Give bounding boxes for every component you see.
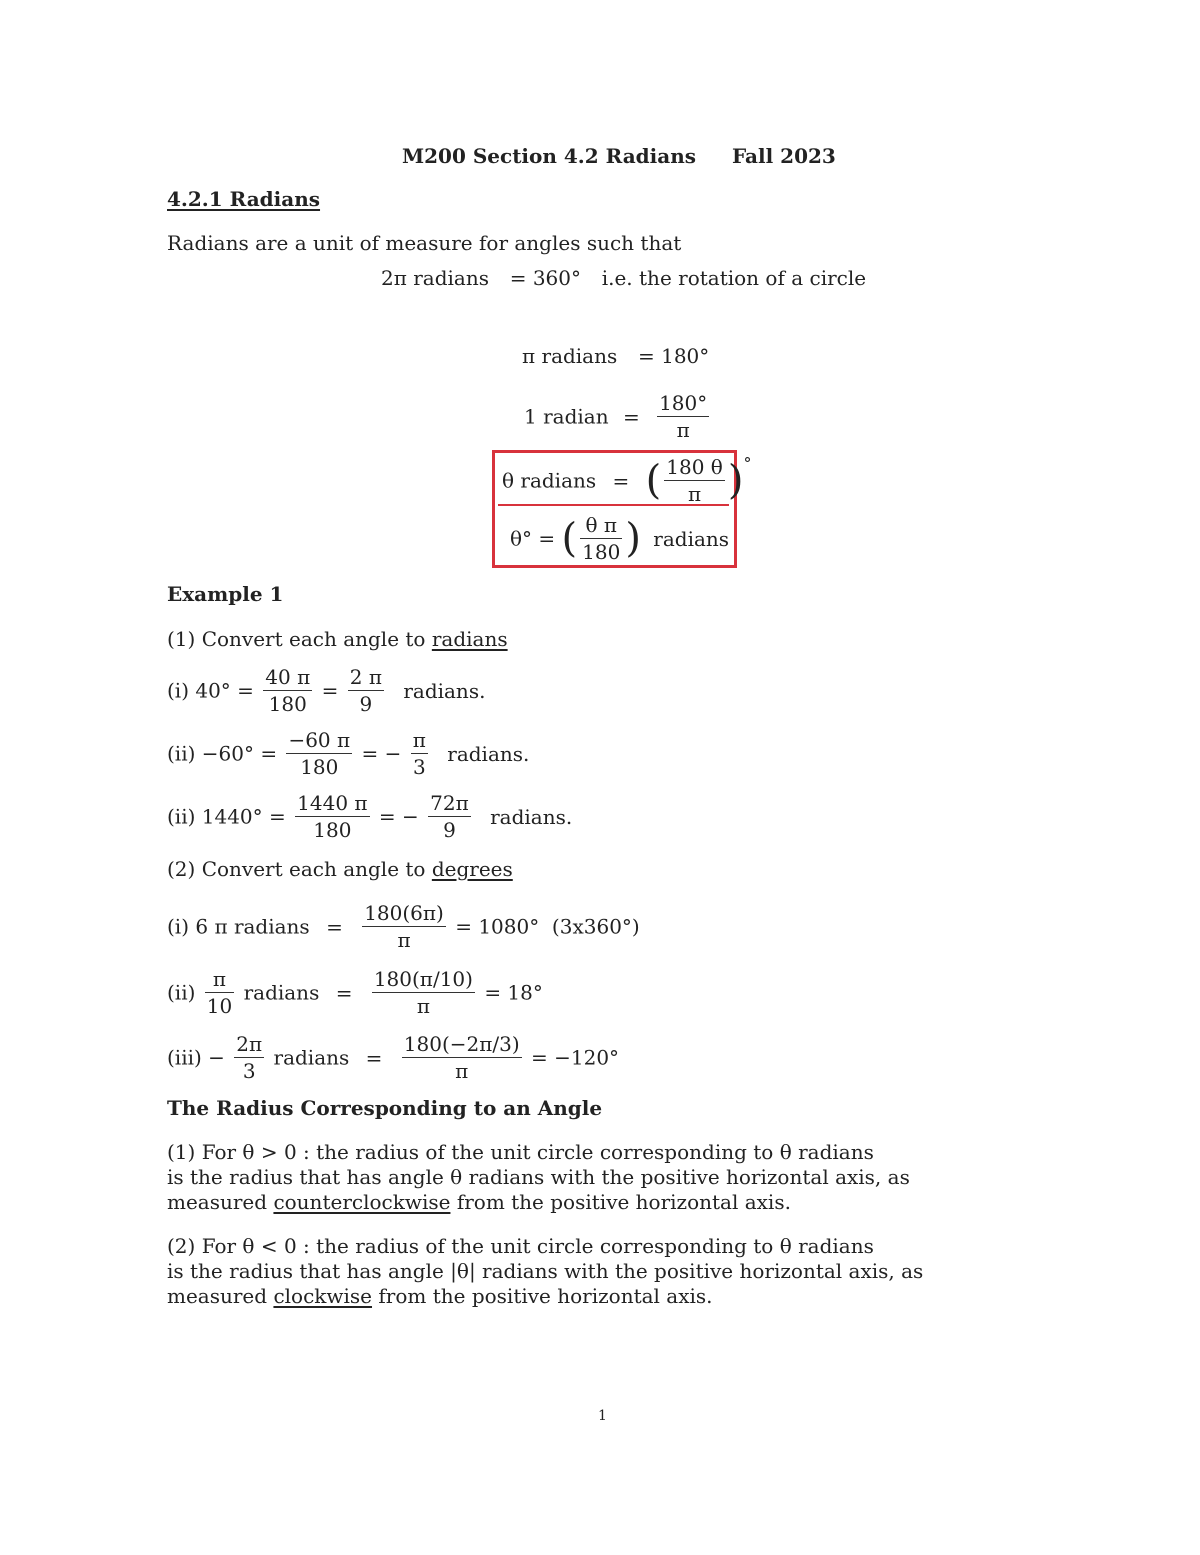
right-paren: ) (727, 457, 744, 504)
p1-line2: is the radius that has angle θ radians with the positive horizontal axis, as (167, 1165, 910, 1189)
p2-l3-keyword: clockwise (273, 1284, 373, 1308)
eq3-eq: = (622, 404, 640, 429)
d1-eq: = (326, 914, 343, 939)
box-row-degrees (510, 512, 729, 565)
part2-prefix: (2) Convert each angle to (167, 857, 426, 881)
eq3-numerator: 180° (659, 391, 708, 415)
r3-num2: 72π (430, 791, 469, 815)
d1-den: π (397, 928, 411, 952)
r3-den1: 180 (313, 818, 352, 842)
radian-conversion-3 (167, 790, 572, 843)
box-row2-num: θ π (580, 512, 622, 539)
d1-rhs: = 1080° (3x360°) (455, 914, 640, 939)
r3-eq: = − (378, 804, 419, 829)
r2-num1: −60 π (288, 728, 351, 752)
part2-keyword: degrees (431, 857, 513, 881)
d3-fden: 3 (242, 1059, 256, 1083)
box-row2-den: 180 (582, 540, 621, 564)
d2-fden: 10 (206, 994, 233, 1018)
d3-unit: radians (273, 1045, 350, 1070)
equation-pi (522, 344, 709, 368)
box-row1-fraction (664, 454, 725, 507)
p1-l3-pre: measured (167, 1190, 268, 1214)
eq1-lhs: 2π radians (381, 266, 489, 290)
r2-num2: π (412, 728, 426, 752)
radian-conversion-2 (167, 727, 529, 780)
r3-label: (ii) 1440° = (167, 804, 286, 829)
d3-eq: = (365, 1045, 383, 1070)
d2-num: 180(π/10) (373, 967, 473, 991)
intro-line: Radians are a unit of measure for angles such that (167, 231, 682, 255)
p2-line3 (167, 1284, 923, 1309)
r1-eq: = (321, 678, 339, 703)
r2-den1: 180 (300, 755, 339, 779)
eq2-rhs: = 180° (637, 344, 710, 368)
d2-unit: radians (243, 980, 320, 1005)
d3-label: (iii) − (167, 1045, 225, 1070)
eq1-note: i.e. the rotation of a circle (601, 266, 867, 290)
part1-prefix: (1) Convert each angle to (167, 627, 426, 651)
right-paren: ) (625, 515, 641, 562)
box-row1-den: π (687, 482, 702, 506)
p1-l3-keyword: counterclockwise (273, 1190, 451, 1214)
eq3-lhs: 1 radian (524, 404, 609, 429)
box-row2-rhs: radians (653, 526, 730, 551)
box-row-radians (502, 454, 751, 507)
eq2-lhs: π radians (522, 344, 618, 368)
box-row1-num: 180 θ (666, 455, 723, 479)
r1-den1: 180 (268, 692, 307, 716)
p2-line1: (2) For θ < 0 : the radius of the unit circle corresponding to θ radians (167, 1234, 874, 1258)
eq1-rhs: = 360° (509, 266, 581, 290)
degree-conversion-2 (167, 966, 543, 1019)
d2-rhs: = 18° (484, 980, 543, 1005)
r1-den2: 9 (359, 692, 373, 716)
r2-eq: = − (361, 741, 402, 766)
r2-unit: radians. (447, 741, 530, 766)
p2-l3-pre: measured (167, 1284, 268, 1308)
d3-num: 180(−2π/3) (403, 1032, 520, 1056)
eq3-denominator: π (676, 418, 690, 442)
r3-unit: radians. (490, 804, 573, 829)
page-title (402, 144, 836, 168)
d3-fnum: 2π (236, 1032, 263, 1056)
box-row2-fraction (580, 512, 622, 565)
left-paren: ( (561, 515, 578, 562)
title-text: M200 Section 4.2 Radians (402, 144, 697, 168)
left-paren: ( (645, 457, 662, 504)
part1-heading (167, 627, 508, 651)
d3-den: π (455, 1059, 469, 1083)
radius-paragraph-1 (167, 1140, 910, 1215)
radius-paragraph-2 (167, 1234, 923, 1309)
example-heading: Example 1 (167, 582, 284, 606)
page-number: 1 (598, 1408, 607, 1424)
p1-line3 (167, 1190, 910, 1215)
p1-l3-post: from the positive horizontal axis. (456, 1190, 791, 1214)
r1-num2: 2 π (349, 665, 382, 689)
equation-full-circle (381, 266, 866, 290)
p1-line1: (1) For θ > 0 : the radius of the unit circle corresponding to θ radians (167, 1140, 874, 1164)
d3-rhs: = −120° (531, 1045, 620, 1070)
section-heading: 4.2.1 Radians (167, 187, 321, 211)
box-row1-eq: = (612, 468, 630, 493)
r3-num1: 1440 π (297, 791, 368, 815)
d2-den: π (416, 994, 430, 1018)
equation-one-radian (524, 390, 712, 443)
p2-l3-post: from the positive horizontal axis. (378, 1284, 713, 1308)
degree-conversion-1 (167, 900, 640, 953)
degree-sup: ° (743, 454, 752, 473)
radian-conversion-1 (167, 664, 485, 717)
r2-label: (ii) −60° = (167, 741, 278, 766)
r2-den2: 3 (412, 755, 426, 779)
radius-heading: The Radius Corresponding to an Angle (167, 1096, 603, 1120)
p2-line2: is the radius that has angle |θ| radians with the positive horizontal axis, as (167, 1259, 924, 1283)
r1-label: (i) 40° = (167, 678, 254, 703)
d1-num: 180(6π) (364, 901, 444, 925)
degree-conversion-3 (167, 1031, 619, 1084)
r1-num1: 40 π (265, 665, 311, 689)
r3-den2: 9 (443, 818, 456, 842)
d2-eq: = (335, 980, 353, 1005)
d1-label: (i) 6 π radians (167, 914, 310, 939)
box-row2-lhs: θ° = (510, 526, 556, 551)
d2-fnum: π (205, 966, 234, 993)
box-row1-lhs: θ radians (502, 468, 597, 493)
eq3-fraction (657, 390, 709, 443)
part1-keyword: radians (431, 627, 508, 651)
d2-label: (ii) (167, 980, 196, 1005)
part2-heading (167, 857, 513, 881)
r1-unit: radians. (403, 678, 486, 703)
term-text: Fall 2023 (731, 144, 836, 168)
